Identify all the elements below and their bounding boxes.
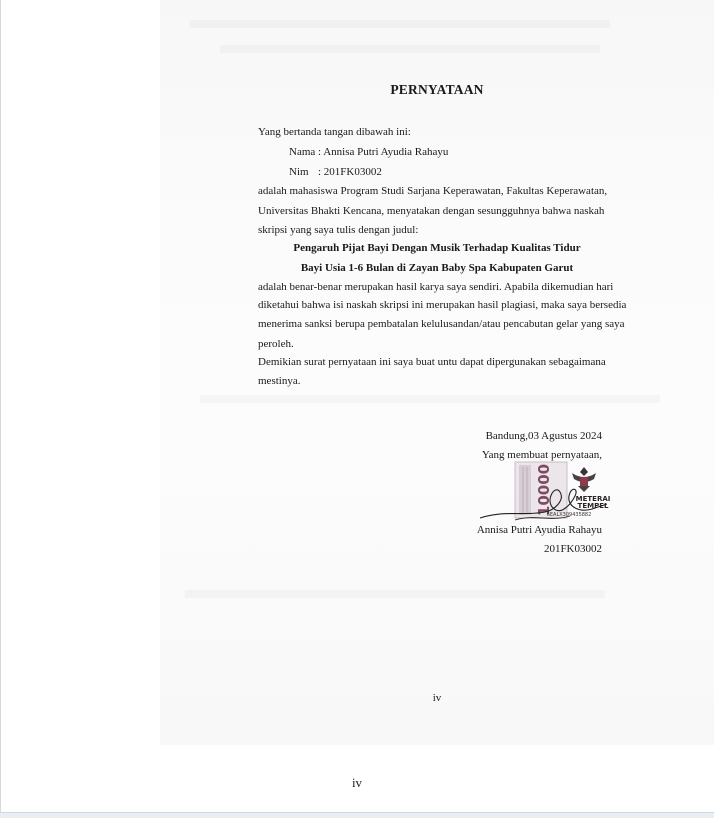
scanned-page-number: iv bbox=[432, 692, 442, 704]
paragraph-1-line: adalah mahasiswa Program Studi Sarjana Keperawatan, Fakultas Keperawatan, bbox=[258, 185, 608, 197]
name-label: Nama bbox=[289, 146, 316, 158]
nim-value: : 201FK03002 bbox=[318, 166, 382, 178]
paragraph-2-line: menerima sanksi berupa pembatalan kelulusandan/atau pencabutan gelar yang saya bbox=[258, 318, 625, 330]
paragraph-1-line: skripsi yang saya tulis dengan judul: bbox=[258, 224, 419, 236]
stamp-label-1: METERAI bbox=[575, 495, 611, 503]
place-date: Bandung,03 Agustus 2024 bbox=[485, 430, 602, 442]
signer-nim: 201FK03002 bbox=[543, 543, 602, 555]
thesis-title-line: Pengaruh Pijat Bayi Dengan Musik Terhadap Kualitas Tidur bbox=[293, 242, 581, 254]
name-value: : Annisa Putri Ayudia Rahayu bbox=[318, 146, 449, 158]
bleed-through bbox=[220, 45, 600, 53]
signer-label: Yang membuat pernyataan, bbox=[481, 449, 602, 461]
intro-text: Yang bertanda tangan dibawah ini: bbox=[258, 126, 411, 138]
stamp-value: 10000 bbox=[535, 463, 553, 517]
bleed-through bbox=[185, 590, 605, 598]
scanned-page bbox=[160, 0, 714, 745]
stamp-label-2: TEMPEL bbox=[577, 502, 609, 510]
stamp-serial: 6EALX309435882 bbox=[546, 512, 592, 518]
bleed-through bbox=[190, 20, 610, 28]
paragraph-2-line: diketahui bahwa isi naskah skripsi ini merupakan hasil plagiasi, maka saya bersedia bbox=[258, 299, 627, 311]
nim-label: Nim bbox=[289, 166, 309, 178]
viewer-bottom-bar bbox=[0, 812, 714, 818]
page-edge bbox=[0, 0, 1, 817]
bleed-through bbox=[200, 395, 660, 403]
paragraph-3-line: mestinya. bbox=[258, 375, 301, 387]
page-number: iv bbox=[351, 775, 363, 790]
paragraph-3-line: Demikian surat pernyataan ini saya buat untu dapat dipergunakan sebagaimana bbox=[258, 356, 606, 368]
signature bbox=[475, 470, 615, 530]
paragraph-2-line: adalah benar-benar merupakan hasil karya saya sendiri. Apabila dikemudian hari bbox=[258, 281, 614, 293]
paragraph-2-line: peroleh. bbox=[258, 338, 294, 350]
paragraph-1-line: Universitas Bhakti Kencana, menyatakan dengan sesungguhnya bahwa naskah bbox=[258, 205, 605, 217]
signer-name: Annisa Putri Ayudia Rahayu bbox=[476, 524, 602, 536]
thesis-title-line: Bayi Usia 1-6 Bulan di Zayan Baby Spa Kabupaten Garut bbox=[300, 262, 574, 274]
document-title: PERNYATAAN bbox=[390, 82, 484, 97]
